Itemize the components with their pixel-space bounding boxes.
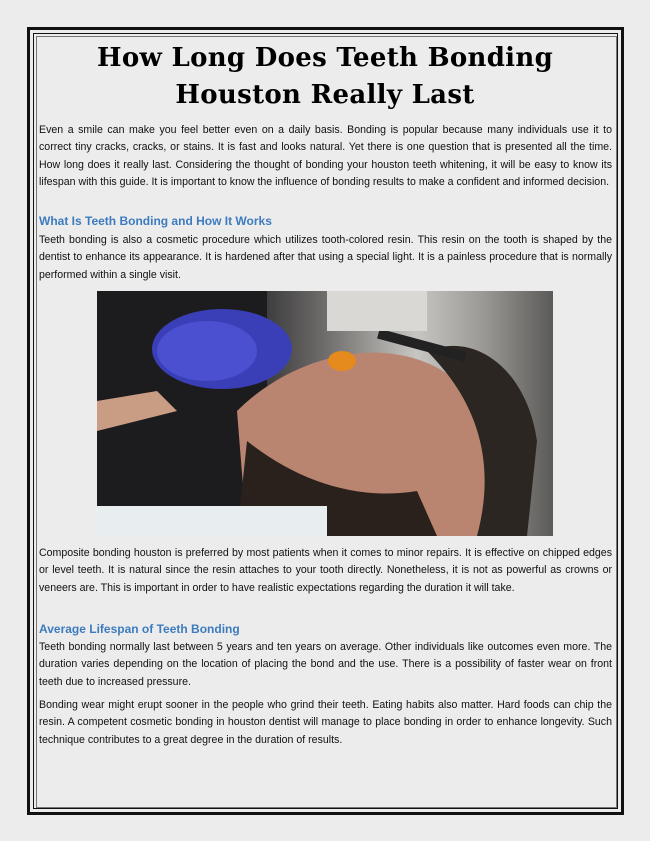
photo-illustration <box>97 291 553 536</box>
section2-paragraph-2: Bonding wear might erupt sooner in the people who grind their teeth. Eating habits also matter. Hard foods can chip the resin. A competent cosmetic bonding in houston dentist will manage to place bonding in order to enhance longevity. Such technique contributes to a great degree in the duration of results. <box>39 699 612 746</box>
dental-procedure-photo <box>97 291 553 536</box>
title-line-1: How Long Does Teeth Bonding <box>96 43 554 73</box>
title-line-2: Houston Really Last <box>175 80 475 110</box>
section1-paragraph-2: Composite bonding houston is preferred by most patients when it comes to minor repairs. It is effective on chipped edges or level teeth. It is natural since the resin attaches to your tooth directly. Nonetheless, it is not as powerful as crowns or veneers are. This is important in order to have realistic expectations regarding the duration it will take. <box>39 547 612 594</box>
section-heading-lifespan: Average Lifespan of Teeth Bonding <box>39 622 240 636</box>
section-heading-what-is: What Is Teeth Bonding and How It Works <box>39 214 272 228</box>
intro-paragraph: Even a smile can make you feel better even on a daily basis. Bonding is popular because many individuals use it to correct tiny cracks, cracks, or stains. It is fast and looks natural. Yet there is one question that is presented all the time. How long does it really last. Considering the thought of bonding your houston teeth whitening, it will be easy to know its lifespan with this guide. It is important to know the influence of bonding results to make a confident and informed decision. <box>39 124 612 189</box>
section2-paragraph-1: Teeth bonding normally last between 5 years and ten years on average. Other individuals like outcomes even more. The duration varies depending on the location of placing the bond and the use. There is a possibility of faster wear on front teeth due to increased pressure. <box>39 641 612 688</box>
page-title <box>40 40 610 114</box>
section1-paragraph-1: Teeth bonding is also a cosmetic procedure which utilizes tooth-colored resin. This resin on the tooth is shaped by the dentist to enhance its appearance. It is hardened after that using a special light. It is a painless procedure that is normally performed within a single visit. <box>39 234 612 281</box>
